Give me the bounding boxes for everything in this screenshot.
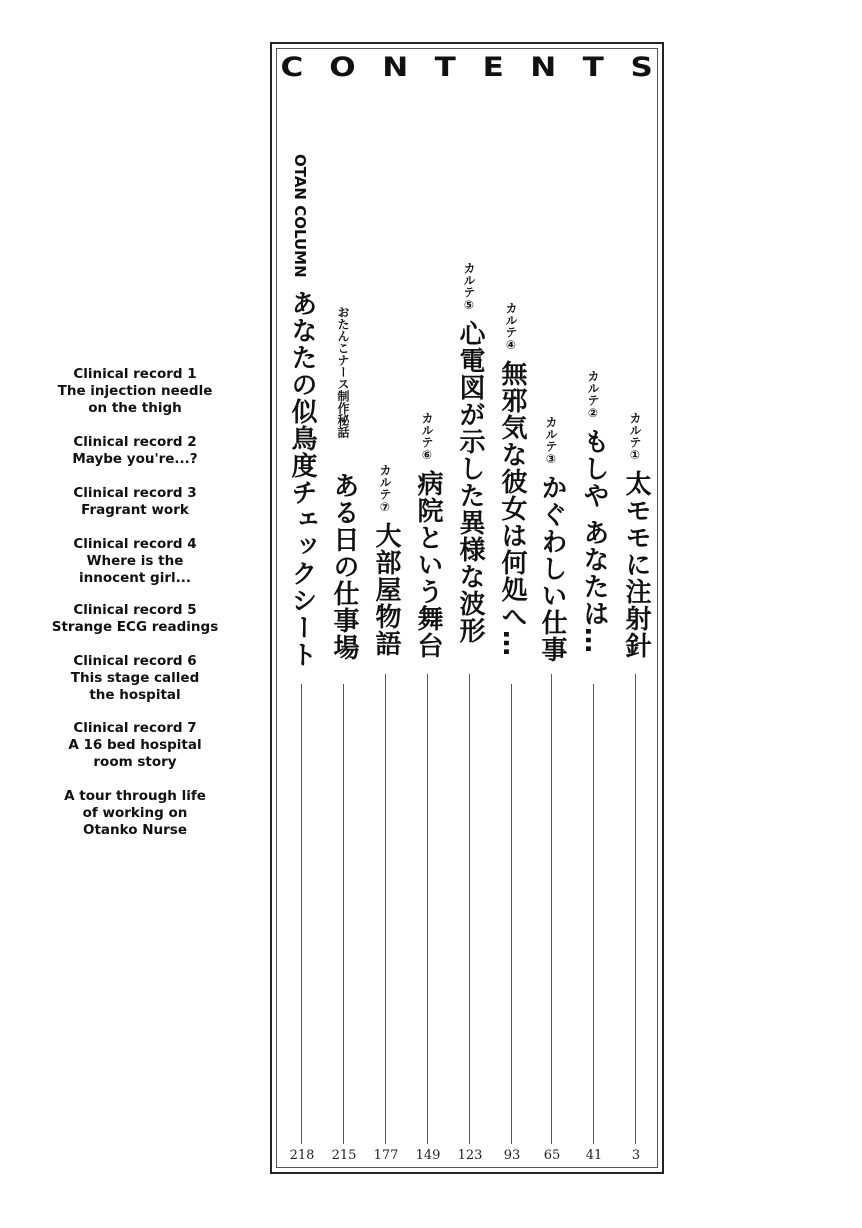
page-number: 215 bbox=[331, 1148, 357, 1163]
heading-letter: C bbox=[280, 52, 304, 83]
translation-record-4 bbox=[40, 536, 230, 587]
heading-letter: E bbox=[482, 52, 505, 83]
heading-letter: S bbox=[630, 52, 654, 83]
entry-title: 無邪気な彼女は何処へ… bbox=[497, 360, 527, 657]
leader-line bbox=[593, 684, 594, 1144]
translation-line: A 16 bed hospital bbox=[68, 737, 202, 753]
leader-line bbox=[551, 674, 552, 1144]
entry-label: カルテ③ bbox=[544, 416, 558, 466]
translation-line: Clinical record 4 bbox=[73, 536, 197, 552]
heading-letter: T bbox=[434, 52, 456, 83]
entry-title: もしや あなたは… bbox=[579, 428, 609, 655]
page-number: 123 bbox=[457, 1148, 483, 1163]
translation-line: Clinical record 5 bbox=[73, 602, 197, 618]
translation-line: Clinical record 3 bbox=[73, 485, 197, 501]
page-number: 218 bbox=[289, 1148, 315, 1163]
translation-line: the hospital bbox=[89, 687, 181, 703]
entry-title: 大部屋物語 bbox=[371, 522, 401, 657]
translation-record-2 bbox=[40, 434, 230, 468]
entry-label: カルテ⑦ bbox=[378, 464, 392, 514]
entry-label: おたんこナース制作秘話 bbox=[336, 306, 350, 438]
translation-line: Clinical record 6 bbox=[73, 653, 197, 669]
page-number: 65 bbox=[543, 1148, 561, 1163]
translation-line: Maybe you're...? bbox=[72, 451, 198, 467]
heading-letter: T bbox=[583, 52, 605, 83]
translation-line: on the thigh bbox=[88, 400, 182, 416]
translation-line: Where is the bbox=[86, 553, 184, 569]
translation-line: Fragrant work bbox=[81, 502, 189, 518]
heading-letter: O bbox=[329, 52, 357, 83]
translation-record-1 bbox=[40, 366, 230, 417]
entry-label: カルテ④ bbox=[504, 302, 518, 352]
contents-frame bbox=[270, 42, 664, 1174]
page-number: 149 bbox=[415, 1148, 441, 1163]
entry-label: OTAN COLUMN bbox=[291, 154, 309, 278]
leader-line bbox=[635, 674, 636, 1144]
entry-title: ある日の仕事場 bbox=[329, 472, 359, 661]
leader-line bbox=[511, 684, 512, 1144]
translation-record-5 bbox=[40, 602, 230, 636]
entry-label: カルテ⑥ bbox=[420, 412, 434, 462]
entry-title: 心電図が示した異様な波形 bbox=[455, 320, 485, 644]
entry-title: かぐわしい仕事 bbox=[537, 474, 567, 663]
page-number: 93 bbox=[503, 1148, 521, 1163]
translation-line: This stage called bbox=[70, 670, 200, 686]
translation-line: room story bbox=[93, 754, 177, 770]
translation-record-6 bbox=[40, 653, 230, 704]
page-number: 41 bbox=[585, 1148, 603, 1163]
entry-label: カルテ⑤ bbox=[462, 262, 476, 312]
contents-heading bbox=[282, 52, 652, 83]
entry-label: カルテ② bbox=[586, 370, 600, 420]
leader-line bbox=[427, 674, 428, 1144]
leader-line bbox=[301, 684, 302, 1144]
translation-line: A tour through life bbox=[64, 788, 206, 804]
page-number: 3 bbox=[631, 1148, 641, 1163]
translation-record-3 bbox=[40, 485, 230, 519]
leader-line bbox=[385, 674, 386, 1144]
translation-line: innocent girl... bbox=[78, 570, 191, 586]
translation-line: The injection needle bbox=[57, 383, 213, 399]
heading-letter: N bbox=[382, 52, 409, 83]
entry-title: 病院という舞台 bbox=[413, 470, 443, 659]
translation-line: Otanko Nurse bbox=[83, 822, 187, 838]
translation-line: Clinical record 2 bbox=[73, 434, 197, 450]
page-number: 177 bbox=[373, 1148, 399, 1163]
translation-line: Clinical record 7 bbox=[73, 720, 197, 736]
translation-record-7 bbox=[40, 720, 230, 771]
translation-line: Clinical record 1 bbox=[73, 366, 197, 382]
leader-line bbox=[469, 674, 470, 1144]
heading-letter: N bbox=[530, 52, 557, 83]
entry-title: 太モモに注射針 bbox=[621, 470, 651, 659]
translation-making-of bbox=[40, 788, 230, 839]
translation-line: Strange ECG readings bbox=[51, 619, 219, 635]
entry-label: カルテ① bbox=[628, 412, 642, 462]
entry-title: あなたの似鳥度チェックシート bbox=[287, 290, 317, 668]
translation-line: of working on bbox=[82, 805, 188, 821]
leader-line bbox=[343, 684, 344, 1144]
